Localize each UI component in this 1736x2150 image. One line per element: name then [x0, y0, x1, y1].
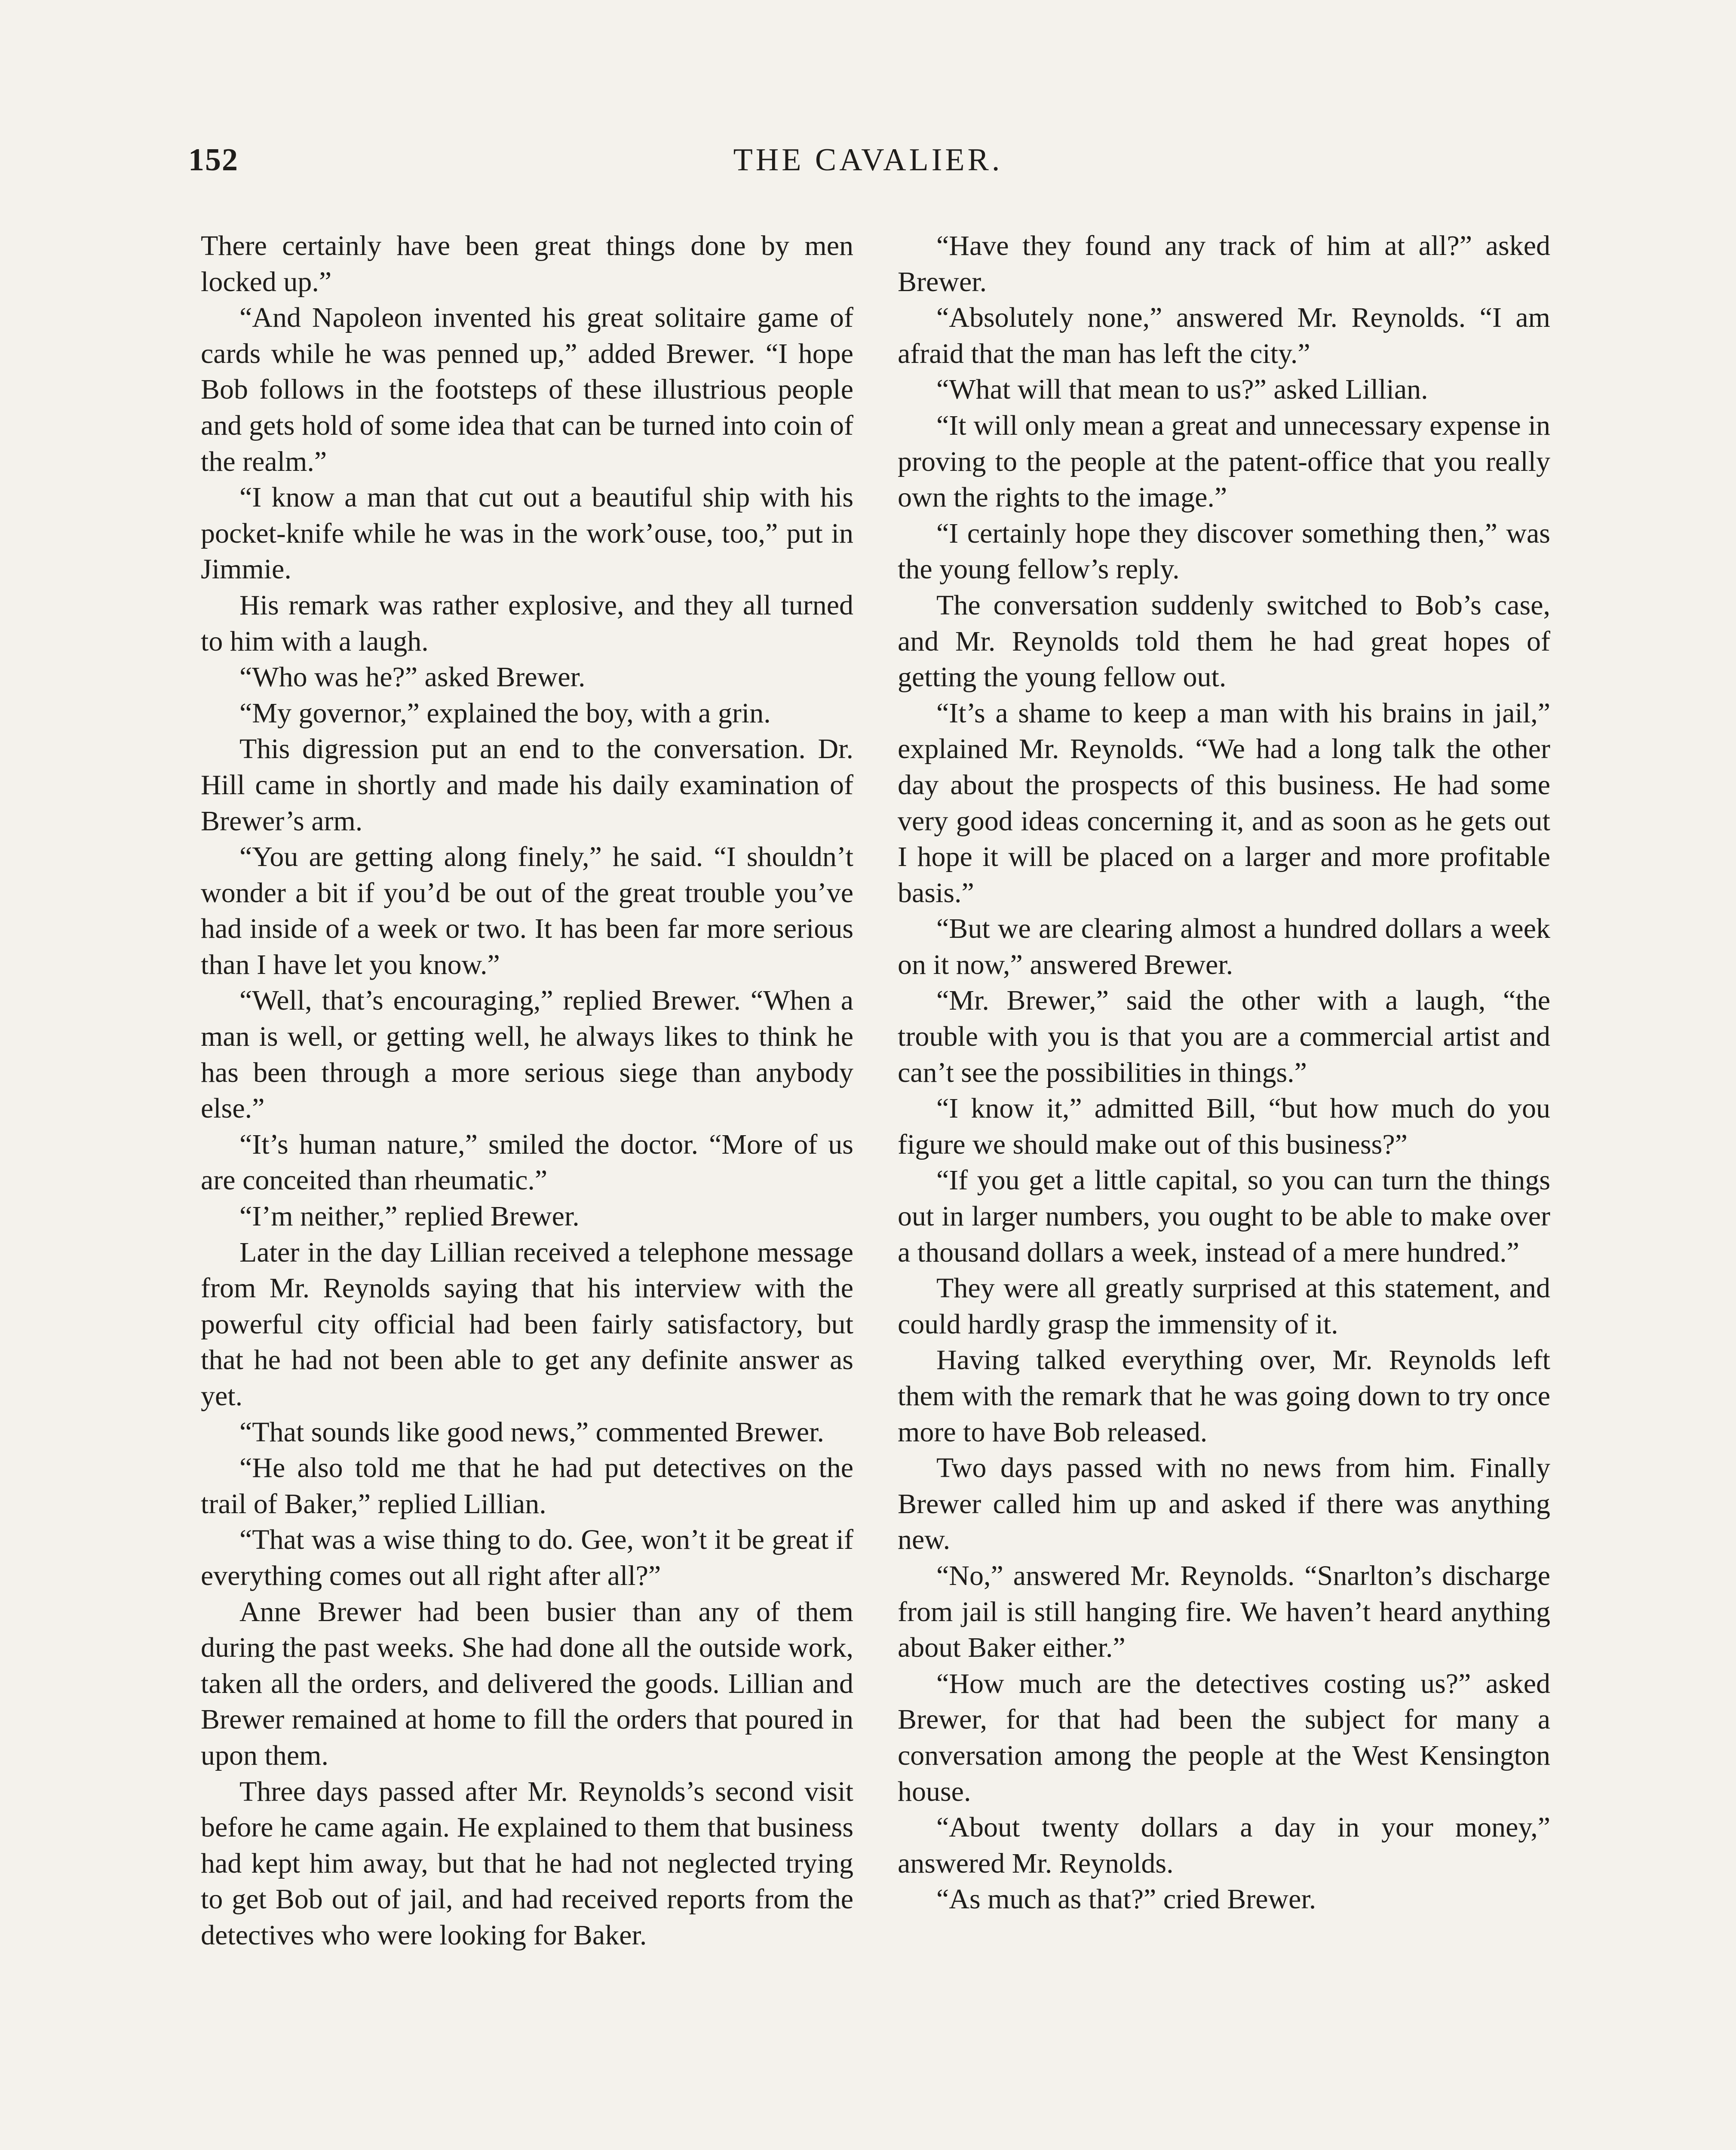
paragraph: “How much are the detectives costing us?” asked Brewer, for that had been the subject for many a conversation among the people at the West Kensington house.: [898, 1668, 1550, 1807]
right-column: [898, 228, 1550, 2150]
paragraph: There certainly have been great things done by men locked up.”: [201, 230, 853, 298]
paragraph: “As much as that?” cried Brewer.: [936, 1883, 1316, 1915]
paragraph: The conversation suddenly switched to Bob’s case, and Mr. Reynolds told them he had great hopes of getting the young fellow out.: [898, 589, 1550, 693]
paragraph: “Have they found any track of him at all?” asked Brewer.: [898, 230, 1550, 298]
paragraph: This digression put an end to the conversation. Dr. Hill came in shortly and made his daily examination of Brewer’s arm.: [201, 733, 853, 837]
paragraph: “I certainly hope they discover something then,” was the young fellow’s reply.: [898, 517, 1550, 585]
paragraph: Two days passed with no news from him. Finally Brewer called him up and asked if there was anything new.: [898, 1452, 1550, 1556]
paragraph: They were all greatly surprised at this statement, and could hardly grasp the immensity of it.: [898, 1272, 1550, 1340]
paragraph: “Who was he?” asked Brewer.: [239, 661, 586, 693]
paragraph: “It’s human nature,” smiled the doctor. “More of us are conceited than rheumatic.”: [201, 1128, 853, 1196]
paragraph: “That was a wise thing to do. Gee, won’t it be great if everything comes out all right after all?”: [201, 1524, 853, 1591]
paragraph: His remark was rather explosive, and they all turned to him with a laugh.: [201, 589, 853, 657]
paragraph: Later in the day Lillian received a telephone message from Mr. Reynolds saying that his interview with the powerful city official had been fairly satisfactory, but that he had not been able to get any definite answer as yet.: [201, 1236, 853, 1412]
paragraph: “But we are clearing almost a hundred dollars a week on it now,” answered Brewer.: [898, 913, 1550, 980]
paragraph: Anne Brewer had been busier than any of them during the past weeks. She had done all the outside work, taken all the orders, and delivered the goods. Lillian and Brewer remained at home to fill the orders that poured in upon them.: [201, 1596, 853, 1771]
paragraph: “What will that mean to us?” asked Lillian.: [936, 374, 1428, 405]
paragraph: “My governor,” explained the boy, with a grin.: [239, 697, 771, 729]
paragraph: “I know a man that cut out a beautiful ship with his pocket-knife while he was in the work’ouse, too,” put in Jimmie.: [201, 482, 853, 585]
left-column: [201, 228, 853, 2150]
paragraph: “It’s a shame to keep a man with his brains in jail,” explained Mr. Reynolds. “We had a long talk the other day about the prospects of this business. He had some very good ideas concerning it, and as soon as he gets out I hope it will be placed on a larger and more profitable basis.”: [898, 697, 1550, 909]
paragraph: “About twenty dollars a day in your money,” answered Mr. Reynolds.: [898, 1812, 1550, 1879]
paragraph: “It will only mean a great and unnecessary expense in proving to the people at the patent-office that you really own the rights to the image.”: [898, 409, 1550, 513]
paragraph: “No,” answered Mr. Reynolds. “Snarlton’s discharge from jail is still hanging fire. We haven’t heard anything about Baker either.”: [898, 1560, 1550, 1664]
paragraph: “He also told me that he had put detectives on the trail of Baker,” replied Lillian.: [201, 1452, 853, 1520]
paragraph: “And Napoleon invented his great solitaire game of cards while he was penned up,” added Brewer. “I hope Bob follows in the footsteps of these illustrious people and gets hold of some idea that can be turned into coin of the realm.”: [201, 302, 853, 477]
paragraph: “That sounds like good news,” commented Brewer.: [239, 1416, 824, 1448]
paragraph: “You are getting along finely,” he said. “I shouldn’t wonder a bit if you’d be out of the great trouble you’ve had inside of a week or two. It has been far more serious than I have let you know.”: [201, 841, 853, 980]
paragraph: “I know it,” admitted Bill, “but how much do you figure we should make out of this business?”: [898, 1093, 1550, 1160]
paragraph: Having talked everything over, Mr. Reynolds left them with the remark that he was going down to try once more to have Bob released.: [898, 1344, 1550, 1448]
running-title: THE CAVALIER.: [733, 142, 1003, 178]
paragraph: “Absolutely none,” answered Mr. Reynolds. “I am afraid that the man has left the city.”: [898, 302, 1550, 369]
paragraph: “I’m neither,” replied Brewer.: [239, 1201, 580, 1232]
page-number: 152: [188, 142, 239, 178]
paragraph: “Well, that’s encouraging,” replied Brewer. “When a man is well, or getting well, he always likes to think he has been through a more serious siege than anybody else.”: [201, 985, 853, 1124]
paragraph: “If you get a little capital, so you can turn the things out in larger numbers, you ought to be able to make over a thousand dollars a week, instead of a mere hundred.”: [898, 1164, 1550, 1268]
page-header: [0, 142, 1736, 198]
paragraph: “Mr. Brewer,” said the other with a laugh, “the trouble with you is that you are a commercial artist and can’t see the possibilities in things.”: [898, 985, 1550, 1088]
paragraph: Three days passed after Mr. Reynolds’s second visit before he came again. He explained to them that business had kept him away, but that he had not neglected trying to get Bob out of jail, and had received reports from the detectives who were looking for Baker.: [201, 1775, 853, 1951]
